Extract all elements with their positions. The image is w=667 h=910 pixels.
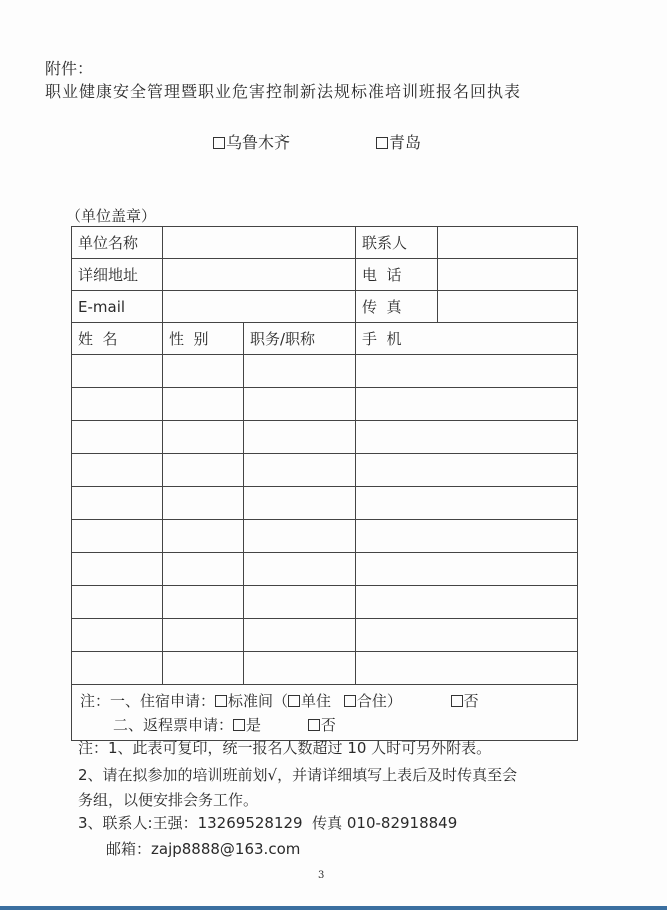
name-cell[interactable] (72, 520, 163, 553)
mobile-cell[interactable] (356, 553, 578, 586)
phone-field[interactable] (438, 259, 578, 291)
attachment-label: 附件： (45, 59, 94, 78)
gender-cell[interactable] (163, 388, 244, 421)
name-cell[interactable] (72, 586, 163, 619)
mobile-cell[interactable] (356, 619, 578, 652)
table-row (72, 454, 578, 487)
gender-cell[interactable] (163, 355, 244, 388)
table-row (72, 652, 578, 685)
checkbox-icon[interactable] (451, 695, 463, 707)
name-cell[interactable] (72, 553, 163, 586)
column-header-mobile: 手 机 (356, 323, 578, 355)
checkbox-icon[interactable] (308, 719, 320, 731)
table-row (72, 487, 578, 520)
notes-row (72, 685, 578, 741)
table-row (72, 227, 578, 259)
mobile-cell[interactable] (356, 586, 578, 619)
checkbox-icon[interactable] (213, 137, 225, 149)
column-header-position: 职务/职称 (244, 323, 356, 355)
fax-label: 传 真 (356, 291, 438, 323)
accommodation-line (80, 689, 577, 713)
table-row (72, 520, 578, 553)
checkbox-icon[interactable] (233, 719, 245, 731)
position-cell[interactable] (244, 355, 356, 388)
footnote-3: 3、联系人:王强：13269528129 传真 010-82918849 (78, 814, 458, 832)
no-accommodation-label: 否 (463, 692, 479, 710)
single-room-label: 单住 (301, 692, 332, 710)
footnote-2a: 2、请在拟参加的培训班前划√，并请详细填写上表后及时传真至会 (78, 766, 518, 784)
footnote-2b: 务组，以便安排会务工作。 (78, 791, 259, 809)
table-row (72, 259, 578, 291)
location-option-qingdao[interactable] (376, 130, 421, 153)
unit-name-label: 单位名称 (72, 227, 163, 259)
gender-cell[interactable] (163, 487, 244, 520)
mobile-cell[interactable] (356, 355, 578, 388)
checkbox-icon[interactable] (344, 695, 356, 707)
address-field[interactable] (163, 259, 356, 291)
no-ticket-label: 否 (320, 716, 336, 734)
gender-cell[interactable] (163, 520, 244, 553)
position-cell[interactable] (244, 421, 356, 454)
stamp-label: （单位盖章） (66, 207, 157, 225)
notes-cell (72, 685, 578, 741)
contact-field[interactable] (438, 227, 578, 259)
name-cell[interactable] (72, 421, 163, 454)
page-title: 职业健康安全管理暨职业危害控制新法规标准培训班报名回执表 (45, 82, 522, 101)
page-number: 3 (318, 870, 325, 881)
gender-cell[interactable] (163, 619, 244, 652)
fax-field[interactable] (438, 291, 578, 323)
table-row (72, 586, 578, 619)
checkbox-icon[interactable] (215, 695, 227, 707)
position-cell[interactable] (244, 388, 356, 421)
gender-cell[interactable] (163, 652, 244, 685)
yes-label: 是 (246, 716, 262, 734)
position-cell[interactable] (244, 553, 356, 586)
location-label: 乌鲁木齐 (226, 133, 291, 152)
name-cell[interactable] (72, 652, 163, 685)
return-ticket-label: 二、返程票申请： (113, 716, 234, 734)
table-row (72, 619, 578, 652)
standard-room-label: 标准间（ (228, 692, 289, 710)
gender-cell[interactable] (163, 586, 244, 619)
checkbox-icon[interactable] (288, 695, 300, 707)
contact-label: 联系人 (356, 227, 438, 259)
return-ticket-line (80, 713, 577, 737)
footnote-email: 邮箱：zajp8888@163.com (106, 840, 301, 858)
gender-cell[interactable] (163, 553, 244, 586)
position-cell[interactable] (244, 652, 356, 685)
email-label: E-mail (72, 291, 163, 323)
table-row (72, 553, 578, 586)
footnote-1: 注：1、此表可复印，统一报名人数超过 10 人时可另外附表。 (78, 739, 492, 757)
gender-cell[interactable] (163, 421, 244, 454)
gender-cell[interactable] (163, 454, 244, 487)
column-header-name: 姓 名 (72, 323, 163, 355)
position-cell[interactable] (244, 586, 356, 619)
position-cell[interactable] (244, 487, 356, 520)
position-cell[interactable] (244, 454, 356, 487)
mobile-cell[interactable] (356, 652, 578, 685)
checkbox-icon[interactable] (376, 137, 388, 149)
table-row (72, 355, 578, 388)
shared-room-label: 合住） (356, 692, 402, 710)
name-cell[interactable] (72, 454, 163, 487)
registration-table (71, 226, 578, 741)
unit-name-field[interactable] (163, 227, 356, 259)
mobile-cell[interactable] (356, 421, 578, 454)
mobile-cell[interactable] (356, 487, 578, 520)
position-cell[interactable] (244, 619, 356, 652)
table-header-row (72, 323, 578, 355)
email-field[interactable] (163, 291, 356, 323)
accommodation-label: 注：一、住宿申请： (80, 692, 216, 710)
location-option-urumqi[interactable] (213, 130, 290, 153)
table-row (72, 291, 578, 323)
name-cell[interactable] (72, 487, 163, 520)
address-label: 详细地址 (72, 259, 163, 291)
column-header-gender: 性 别 (163, 323, 244, 355)
phone-label: 电 话 (356, 259, 438, 291)
mobile-cell[interactable] (356, 388, 578, 421)
table-row (72, 388, 578, 421)
mobile-cell[interactable] (356, 520, 578, 553)
name-cell[interactable] (72, 619, 163, 652)
position-cell[interactable] (244, 520, 356, 553)
mobile-cell[interactable] (356, 454, 578, 487)
table-row (72, 421, 578, 454)
bottom-edge-line (0, 906, 667, 910)
name-cell[interactable] (72, 355, 163, 388)
location-label: 青岛 (389, 133, 422, 152)
name-cell[interactable] (72, 388, 163, 421)
